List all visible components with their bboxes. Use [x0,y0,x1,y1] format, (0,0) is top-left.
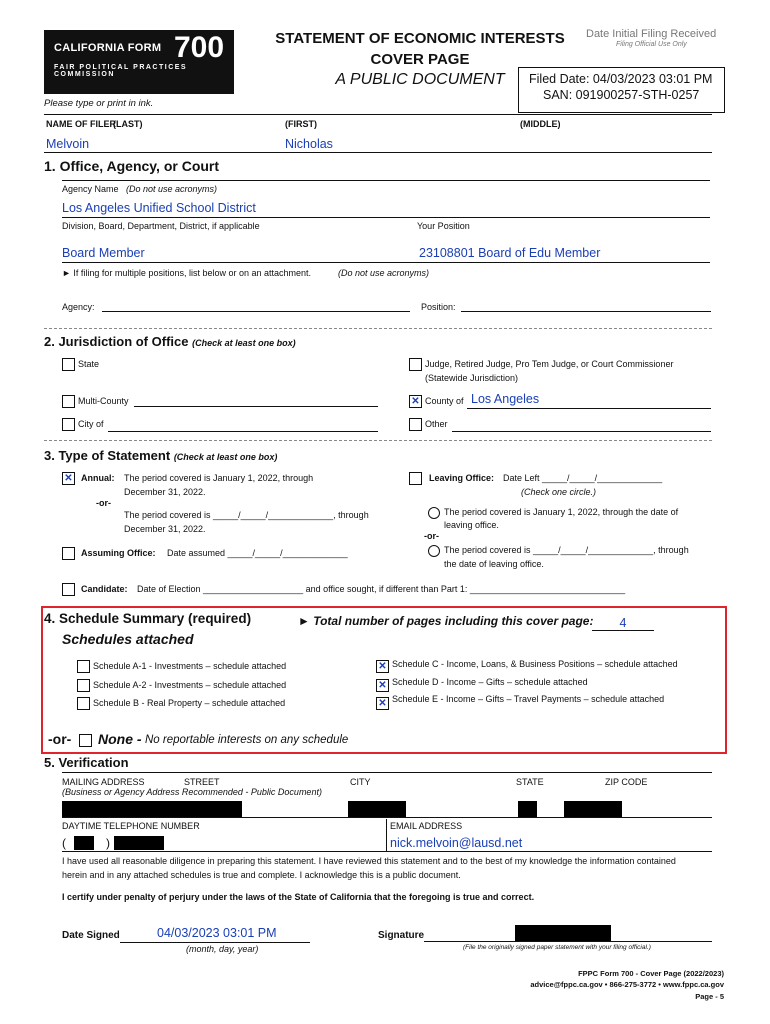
zip-label: ZIP CODE [605,777,648,787]
form-number: 700 [174,31,225,64]
position-label: Your Position [417,221,470,231]
email-value[interactable]: nick.melvoin@lausd.net [390,836,523,850]
annual-text3: The period covered is _____/_____/_____________, through [124,510,369,520]
email-label: EMAIL ADDRESS [390,821,463,831]
signature-label: Signature [378,930,425,941]
total-pages-value[interactable]: 4 [592,616,654,631]
annual-checkbox[interactable]: ✕ [62,472,75,485]
leaving-text: Date Left _____/_____/_____________ [503,473,663,483]
none-checkbox[interactable] [79,734,92,747]
date-format-note: (month, day, year) [186,944,259,954]
certify-text: I certify under penalty of perjury under the laws of the State of California that the foregoing is true and correct. [62,892,535,902]
schedule-e-label: Schedule E - Income – Gifts – Travel Payments – schedule attached [392,694,665,704]
none-label: None - [98,731,142,747]
filed-stamp [518,67,725,113]
section2-note: (Check at least one box) [192,338,296,348]
redacted-state [518,801,537,817]
state-label: State [78,359,100,369]
city-label: City of [78,419,104,429]
middle-label: (MIDDLE) [520,119,561,129]
street-label: STREET [184,777,220,787]
leaving-option1-text: The period covered is January 1, 2022, through the date of [444,507,679,517]
leaving-label: Leaving Office: [429,473,495,483]
assuming-text: Date assumed _____/_____/_____________ [167,548,348,558]
city-checkbox[interactable] [62,418,75,431]
redacted-city [348,801,406,817]
county-label: County of [425,396,464,406]
candidate-label: Candidate: [81,584,128,594]
judge-label: Judge, Retired Judge, Pro Tem Judge, or Court Commissioner [425,359,674,369]
last-label: (LAST) [113,119,143,129]
county-checkbox[interactable]: ✕ [409,395,422,408]
schedule-d-checkbox[interactable]: ✕ [376,679,389,692]
division-value[interactable]: Board Member [62,246,145,260]
schedule-b-checkbox[interactable] [77,697,90,710]
judge-checkbox[interactable] [409,358,422,371]
candidate-text: Date of Election ____________________ and office sought, if different than Part 1: _______________________________ [137,584,626,594]
diligence-text1: I have used all reasonable diligence in preparing this statement. I have reviewed this statement and to the best of my knowledge the information contained [62,856,676,866]
redacted-street [62,801,242,817]
none-text: No reportable interests on any schedule [145,734,349,746]
footer-form-line: FPPC Form 700 - Cover Page (2022/2023) [578,969,724,978]
footer-contact-line: advice@fppc.ca.gov • 866-275-3772 • www.fppc.ca.gov [530,980,724,989]
county-value[interactable]: Los Angeles [471,392,540,406]
other-label: Other [425,419,448,429]
print-note: Please type or print in ink. [44,98,154,109]
multiple-positions-note2: (Do not use acronyms) [338,268,430,278]
position-value[interactable]: 23108801 Board of Edu Member [419,246,601,260]
leaving-option1-radio[interactable] [428,507,440,519]
first-label: (FIRST) [285,119,317,129]
san-number: SAN: 091900257-STH-0257 [543,88,700,102]
other-checkbox[interactable] [409,418,422,431]
filed-date: Filed Date: 04/03/2023 03:01 PM [529,72,713,86]
form-title: STATEMENT OF ECONOMIC INTERESTS [275,30,565,47]
received-label: Date Initial Filing Received [586,28,717,40]
redacted-zip [564,801,622,817]
agency2-label: Agency: [62,302,95,312]
annual-or: -or- [96,498,111,508]
schedules-attached-label: Schedules attached [62,631,194,647]
multi-county-checkbox[interactable] [62,395,75,408]
mailing-note: (Business or Agency Address Recommended - Public Document) [62,787,322,797]
schedule-a2-label: Schedule A-2 - Investments – schedule attached [93,680,287,690]
form-badge [44,30,234,94]
section3-heading: 3. Type of Statement (Check at least one box) [44,448,278,463]
filer-first-name[interactable]: Nicholas [285,137,333,151]
leaving-option2-radio[interactable] [428,545,440,557]
leaving-option2-text: The period covered is _____/_____/_____________, through [444,545,689,555]
redacted-phone [114,836,164,850]
schedule-b-label: Schedule B - Real Property – schedule attached [93,698,286,708]
schedule-e-checkbox[interactable]: ✕ [376,697,389,710]
commission-name: FAIR POLITICAL PRACTICES COMMISSION [54,64,188,78]
redacted-signature [515,925,611,941]
signature-note: (File the originally signed paper statement with your filing official.) [463,944,651,951]
annual-label: Annual: [81,473,115,483]
agency-label: Agency Name [62,184,119,194]
agency-name[interactable]: Los Angeles Unified School District [62,201,256,215]
form-subtitle: COVER PAGE [370,51,470,68]
phone-label: DAYTIME TELEPHONE NUMBER [62,821,200,831]
leaving-option2-text2: the date of leaving office. [444,559,544,569]
phone-paren-open: ( [62,836,66,850]
judge-label2: (Statewide Jurisdiction) [425,373,519,383]
annual-text2: December 31, 2022. [124,487,206,497]
date-signed-label: Date Signed [62,930,120,941]
assuming-checkbox[interactable] [62,547,75,560]
leaving-or: -or- [424,531,439,541]
section2-heading: 2. Jurisdiction of Office (Check at least one box) [44,334,296,349]
footer-page-number: Page - 5 [695,992,724,1001]
check-one-note: (Check one circle.) [521,487,597,497]
official-use-label: Filing Official Use Only [616,41,687,48]
total-pages-label: ► Total number of pages including this cover page: [298,614,594,628]
schedule-c-checkbox[interactable]: ✕ [376,660,389,673]
none-or: -or- [48,731,72,747]
filer-last-name[interactable]: Melvoin [46,137,90,151]
agency-note: (Do not use acronyms) [126,184,218,194]
division-label: Division, Board, Department, District, if applicable [62,221,260,231]
state-label: STATE [516,777,544,787]
form-label: CALIFORNIA FORM [54,42,162,54]
annual-text4: December 31, 2022. [124,524,206,534]
section3-note: (Check at least one box) [173,452,278,462]
candidate-checkbox[interactable] [62,583,75,596]
schedule-d-label: Schedule D - Income – Gifts – schedule attached [392,677,588,687]
annual-text1: The period covered is January 1, 2022, through [124,473,314,483]
filer-name-label: NAME OF FILER [46,119,116,129]
section4-heading: 4. Schedule Summary (required) [44,611,252,626]
schedule-a1-label: Schedule A-1 - Investments – schedule attached [93,661,287,671]
mailing-label: MAILING ADDRESS [62,777,145,787]
phone-paren-close: ) [106,836,110,850]
schedule-c-label: Schedule C - Income, Loans, & Business Positions – schedule attached [392,659,678,669]
section1-heading: 1. Office, Agency, or Court [44,158,220,174]
leaving-checkbox[interactable] [409,472,422,485]
leaving-option1-text2: leaving office. [444,520,499,530]
position2-label: Position: [421,302,456,312]
schedule-a1-checkbox[interactable] [77,660,90,673]
public-document-label: A PUBLIC DOCUMENT [335,71,505,88]
state-checkbox[interactable] [62,358,75,371]
diligence-text2: herein and in any attached schedules is true and complete. I acknowledge this is a public document. [62,870,461,880]
city-label: CITY [350,777,371,787]
multiple-positions-note: ► If filing for multiple positions, list below or on an attachment. [62,268,312,278]
section5-heading: 5. Verification [44,755,129,770]
assuming-label: Assuming Office: [81,548,156,558]
multi-county-label: Multi-County [78,396,129,406]
schedule-a2-checkbox[interactable] [77,679,90,692]
date-signed-value[interactable]: 04/03/2023 03:01 PM [157,926,277,940]
redacted-area-code [74,836,94,850]
